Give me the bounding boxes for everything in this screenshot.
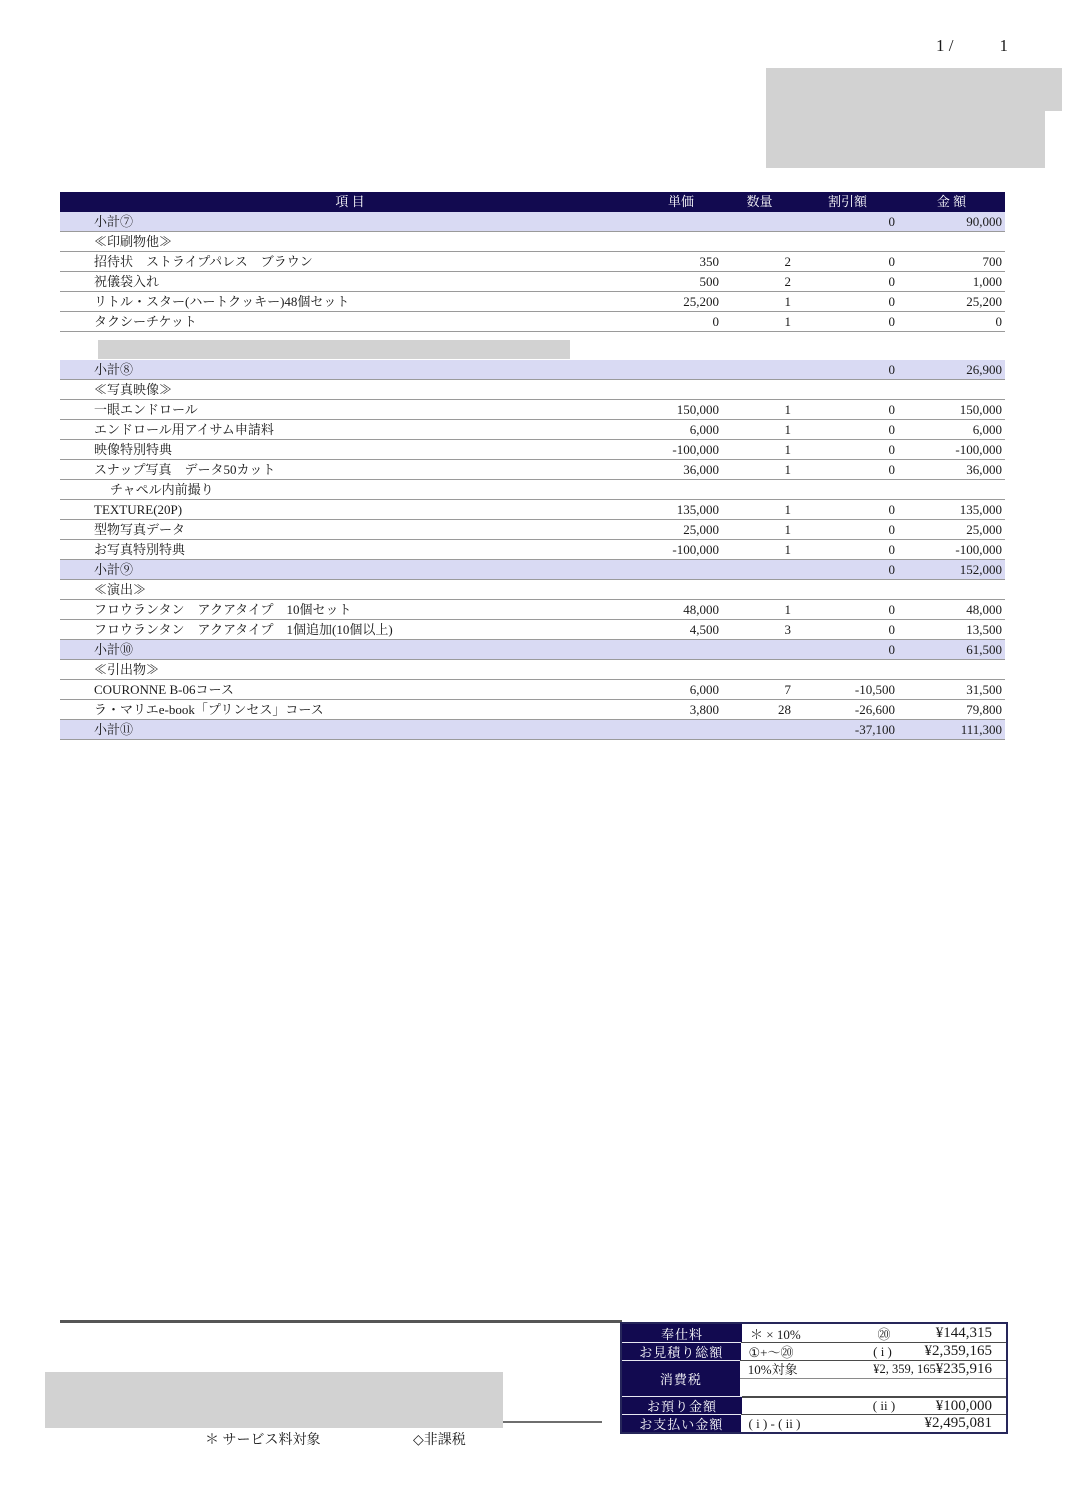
row-item-label (60, 332, 640, 360)
row-amount (898, 380, 1005, 399)
column-header-discount: 割引額 (827, 194, 867, 209)
row-discount: -37,100 (854, 722, 895, 737)
row-discount (797, 332, 898, 360)
row-item-label: 小計⑨ (94, 562, 134, 577)
row-unit-price: 25,000 (683, 522, 719, 537)
payment-total-row (622, 1414, 1006, 1432)
row-item-label: フロウランタン アクアタイプ 10個セット (94, 602, 352, 617)
table-row (60, 252, 1005, 272)
row-quantity (722, 480, 797, 499)
row-amount: 48,000 (966, 602, 1002, 617)
estimate-total-amount: ¥2,359,165 (924, 1343, 992, 1359)
row-unit-price (640, 720, 722, 739)
row-quantity: 1 (784, 462, 791, 477)
row-amount (898, 480, 1005, 499)
table-row (60, 640, 1005, 660)
table-row (60, 700, 1005, 720)
service-charge-ref: ⑳ (877, 1326, 891, 1342)
column-header-quantity: 数量 (746, 194, 773, 209)
table-row (60, 420, 1005, 440)
estimate-table (60, 192, 1005, 740)
row-unit-price: 6,000 (689, 422, 719, 437)
consumption-tax-label: 消費税 (622, 1360, 740, 1396)
deposit-ref: ( ii ) (872, 1398, 896, 1413)
row-amount (898, 660, 1005, 679)
row-unit-price: 3,800 (689, 702, 719, 717)
deposit-amount: ¥100,000 (935, 1397, 992, 1414)
totals-table (620, 1322, 1008, 1434)
row-unit-price: 150,000 (676, 402, 719, 417)
row-item-label: 一眼エンドロール (94, 402, 198, 417)
service-charge-label: 奉仕料 (622, 1324, 742, 1342)
table-body (60, 212, 1005, 740)
table-row (60, 312, 1005, 332)
row-unit-price: -100,000 (672, 542, 719, 557)
row-unit-price (640, 380, 722, 399)
table-row (60, 360, 1005, 380)
row-item-label: 小計⑧ (94, 362, 134, 377)
row-quantity (722, 660, 797, 679)
row-discount: 0 (888, 274, 895, 289)
row-quantity (722, 560, 797, 579)
row-discount: 0 (888, 622, 895, 637)
table-row (60, 232, 1005, 252)
row-item-label: ≪引出物≫ (94, 662, 160, 677)
payment-total-amount: ¥2,495,081 (924, 1415, 992, 1431)
footnote-tax-exempt: ◇非課税 (413, 1433, 466, 1448)
row-amount (898, 232, 1005, 251)
table-row (60, 660, 1005, 680)
service-charge-formula: ＊ × 10% (750, 1326, 801, 1342)
row-discount: 0 (888, 214, 895, 229)
row-unit-price (640, 360, 722, 379)
row-amount: -100,000 (955, 442, 1002, 457)
row-item-label: 招待状 ストライプパレス ブラウン (94, 254, 313, 269)
row-discount: 0 (888, 462, 895, 477)
row-unit-price: 4,500 (689, 622, 719, 637)
deposit-row (622, 1396, 1006, 1414)
row-unit-price: 500 (699, 274, 719, 289)
row-discount: 0 (888, 254, 895, 269)
consumption-tax-row (622, 1360, 1006, 1396)
row-discount: 0 (888, 562, 895, 577)
row-item-label: 小計⑦ (94, 214, 134, 229)
row-item-label: タクシーチケット (94, 314, 197, 329)
tax-amount: ¥235,916 (935, 1361, 992, 1377)
table-row (60, 460, 1005, 480)
row-discount (797, 380, 898, 399)
row-quantity (722, 332, 797, 360)
row-amount: 90,000 (966, 214, 1002, 229)
payment-total-label: お支払い金額 (622, 1414, 741, 1432)
row-item-label: リトル・スター(ハートクッキー)48個セット (94, 294, 350, 309)
row-quantity: 1 (784, 602, 791, 617)
table-row (60, 580, 1005, 600)
service-charge-row (622, 1324, 1006, 1342)
row-amount (898, 332, 1005, 360)
row-item-label: ≪演出≫ (94, 582, 147, 597)
row-quantity: 1 (784, 402, 791, 417)
row-item-label: TEXTURE(20P) (94, 502, 183, 517)
row-quantity (722, 232, 797, 251)
row-discount: 0 (888, 642, 895, 657)
row-item-label: フロウランタン アクアタイプ 1個追加(10個以上) (94, 622, 393, 637)
table-row (60, 272, 1005, 292)
footer-separator-line (503, 1421, 602, 1423)
row-amount: 152,000 (959, 562, 1002, 577)
row-quantity (722, 360, 797, 379)
row-quantity: 2 (784, 254, 791, 269)
row-amount: -100,000 (955, 542, 1002, 557)
row-quantity: 1 (784, 522, 791, 537)
row-unit-price (640, 480, 722, 499)
row-quantity (722, 380, 797, 399)
row-item-label: 型物写真データ (94, 522, 186, 537)
row-quantity (722, 640, 797, 659)
row-discount (797, 232, 898, 251)
row-amount: 150,000 (959, 402, 1002, 417)
row-quantity: 1 (784, 314, 791, 329)
row-discount: 0 (888, 362, 895, 377)
row-unit-price: 0 (712, 314, 719, 329)
row-discount: -10,500 (854, 682, 895, 697)
row-quantity: 1 (784, 502, 791, 517)
header-redaction-block (766, 110, 1045, 168)
row-amount (898, 580, 1005, 599)
row-amount: 135,000 (959, 502, 1002, 517)
row-amount: 36,000 (966, 462, 1002, 477)
estimate-total-label: お見積り総額 (622, 1342, 741, 1360)
row-discount: 0 (888, 442, 895, 457)
row-item-label: スナップ写真 データ50カット (94, 462, 276, 477)
row-item-label: COURONNE B-06コース (94, 682, 234, 697)
row-amount: 13,500 (966, 622, 1002, 637)
page-number (936, 36, 1008, 56)
row-discount: 0 (888, 502, 895, 517)
row-quantity: 3 (784, 622, 791, 637)
row-unit-price: -100,000 (672, 442, 719, 457)
row-quantity: 28 (778, 702, 791, 717)
table-row (60, 520, 1005, 540)
row-amount: 25,000 (966, 522, 1002, 537)
table-row (60, 540, 1005, 560)
row-amount: 6,000 (972, 422, 1002, 437)
row-quantity: 1 (784, 422, 791, 437)
row-unit-price: 48,000 (683, 602, 719, 617)
column-header-unit-price: 単価 (667, 194, 694, 209)
row-discount (797, 660, 898, 679)
table-row (60, 400, 1005, 420)
row-item-label: ≪印刷物他≫ (94, 234, 173, 249)
service-charge-amount: ¥144,315 (935, 1324, 992, 1341)
row-unit-price (640, 660, 722, 679)
footnote-service-fee: ＊ サービス料対象 (205, 1433, 321, 1448)
row-item-label: ラ・マリエe-book「プリンセス」コース (94, 702, 324, 717)
page-number-total: 1 (999, 36, 1008, 55)
table-row (60, 720, 1005, 740)
row-amount: 79,800 (966, 702, 1002, 717)
row-amount: 31,500 (966, 682, 1002, 697)
row-quantity: 1 (784, 442, 791, 457)
header-redaction-block (766, 68, 1062, 111)
estimate-total-row (622, 1342, 1006, 1360)
row-quantity: 1 (784, 294, 791, 309)
row-discount (797, 480, 898, 499)
row-quantity: 7 (784, 682, 791, 697)
row-discount: 0 (888, 522, 895, 537)
row-item-label: チャペル内前撮り (110, 482, 214, 497)
row-quantity: 2 (784, 274, 791, 289)
row-amount: 111,300 (960, 722, 1002, 737)
table-row (60, 332, 1005, 360)
row-unit-price: 25,200 (683, 294, 719, 309)
row-discount (797, 580, 898, 599)
table-row (60, 600, 1005, 620)
row-discount: 0 (888, 402, 895, 417)
estimate-total-ref: ( i ) (873, 1343, 892, 1359)
row-item-label: エンドロール用アイサム申請料 (94, 422, 274, 437)
table-row (60, 480, 1005, 500)
row-amount: 61,500 (966, 642, 1002, 657)
deposit-label: お預り金額 (622, 1396, 742, 1414)
table-row (60, 560, 1005, 580)
table-row (60, 500, 1005, 520)
row-unit-price (640, 232, 722, 251)
row-quantity (722, 580, 797, 599)
table-row (60, 680, 1005, 700)
row-item-label: 小計⑩ (94, 642, 134, 657)
row-quantity: 1 (784, 542, 791, 557)
row-item-label: お写真特別特典 (94, 542, 186, 557)
row-quantity (722, 212, 797, 231)
row-unit-price: 36,000 (683, 462, 719, 477)
row-discount: -26,600 (854, 702, 895, 717)
totals-separator-line (60, 1320, 622, 1323)
row-unit-price: 6,000 (689, 682, 719, 697)
row-item-label: ≪写真映像≫ (94, 382, 173, 397)
row-discount: 0 (888, 602, 895, 617)
row-unit-price (640, 332, 722, 360)
table-row (60, 380, 1005, 400)
row-item-label: 小計⑪ (94, 722, 134, 737)
row-unit-price: 350 (699, 254, 719, 269)
payment-total-formula: ( i ) - ( ii ) (748, 1415, 801, 1431)
row-unit-price (640, 640, 722, 659)
table-row (60, 292, 1005, 312)
row-amount: 25,200 (966, 294, 1002, 309)
column-header-item: 項 目 (335, 194, 365, 209)
row-amount: 700 (982, 254, 1002, 269)
estimate-total-formula: ①+～⑳ (748, 1345, 794, 1360)
row-item-label: 映像特別特典 (94, 442, 173, 457)
page-number-current: 1 / (936, 36, 954, 55)
row-unit-price: 135,000 (676, 502, 719, 517)
table-row (60, 212, 1005, 232)
row-discount: 0 (888, 422, 895, 437)
row-unit-price (640, 212, 722, 231)
table-row (60, 440, 1005, 460)
table-header-row (60, 192, 1005, 212)
row-discount: 0 (888, 542, 895, 557)
row-unit-price (640, 580, 722, 599)
row-discount: 0 (888, 314, 895, 329)
row-item-label: 祝儀袋入れ (94, 274, 160, 289)
footer-redaction-block (45, 1372, 503, 1428)
row-quantity (722, 720, 797, 739)
tax-target-label: 10%対象 (747, 1362, 798, 1377)
row-amount: 0 (995, 314, 1002, 329)
row-discount: 0 (888, 294, 895, 309)
tax-empty-line (740, 1378, 1006, 1396)
row-unit-price (640, 560, 722, 579)
table-row (60, 620, 1005, 640)
tax-base-amount: ¥2, 359, 165 (873, 1362, 936, 1376)
row-amount: 26,900 (966, 362, 1002, 377)
row-amount: 1,000 (972, 274, 1002, 289)
column-header-amount: 金 額 (936, 194, 967, 209)
